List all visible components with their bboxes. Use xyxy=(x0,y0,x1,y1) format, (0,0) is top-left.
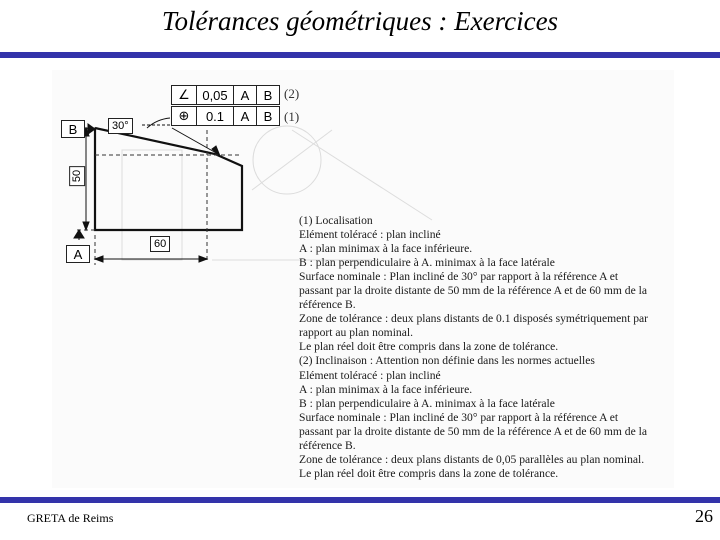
fcf-tolerance: 0.1 xyxy=(196,106,234,126)
fcf-datum-ref: B xyxy=(256,85,280,105)
note-line: Zone de tolérance : deux plans distants de 0.1 disposés symétriquement par xyxy=(299,312,649,326)
note-line: (2) Inclinaison : Attention non définie dans les normes actuelles xyxy=(299,354,595,368)
fcf-angularity xyxy=(172,86,300,106)
note-line: référence B. xyxy=(299,298,356,312)
fcf-note: (1) xyxy=(284,109,300,124)
notes-text xyxy=(299,214,669,481)
note-line: Elément toléracé : plan incliné xyxy=(299,228,441,242)
datum-b: B xyxy=(61,120,85,138)
angularity-icon: ∠ xyxy=(171,85,197,105)
part-outline xyxy=(95,128,242,230)
fcf-datum-ref: B xyxy=(256,106,280,126)
slide-title: Tolérances géométriques : Exercices xyxy=(161,6,559,36)
note-line: passant par la droite distante de 50 mm de la référence A et de 60 mm de la xyxy=(299,424,648,438)
note-line: A : plan minimax à la face inférieure. xyxy=(299,382,473,396)
angle-label: 30° xyxy=(108,118,133,134)
note-line: passant par la droite distante de 50 mm de la référence A et de 60 mm de la xyxy=(299,284,648,298)
page-number: 26 xyxy=(695,506,713,526)
note-line: Surface nominale : Plan incliné de 30° par rapport à la référence A et xyxy=(299,270,619,284)
note-line: Surface nominale : Plan incliné de 30° par rapport à la référence A et xyxy=(299,410,619,424)
note-line: Le plan réel doit être compris dans la zone de tolérance. xyxy=(299,340,559,354)
footer-organization: GRETA de Reims xyxy=(27,511,114,525)
note-line: (1) Localisation xyxy=(299,214,373,227)
top-rule xyxy=(0,52,720,58)
note-line: rapport au plan nominal. xyxy=(299,326,413,340)
fcf-tolerance: 0,05 xyxy=(196,85,234,105)
datum-a: A xyxy=(66,245,90,263)
position-icon: ⊕ xyxy=(171,106,197,126)
note-line: B : plan perpendiculaire à A. minimax à la face latérale xyxy=(299,396,555,410)
bottom-rule xyxy=(0,497,720,503)
fcf-position xyxy=(172,107,300,127)
width-dimension: 60 xyxy=(150,236,170,252)
note-line: Le plan réel doit être compris dans la zone de tolérance. xyxy=(299,466,559,480)
fcf-datum-ref: A xyxy=(233,85,257,105)
fcf-note: (2) xyxy=(284,86,300,101)
note-line: B : plan perpendiculaire à A. minimax à la face latérale xyxy=(299,256,555,270)
note-line: A : plan minimax à la face inférieure. xyxy=(299,242,473,256)
note-line: référence B. xyxy=(299,438,356,452)
feature-control-frames xyxy=(172,86,300,127)
note-line: Zone de tolérance : deux plans distants de 0,05 parallèles au plan nominal. xyxy=(299,452,645,466)
fcf-datum-ref: A xyxy=(233,106,257,126)
note-line: Elément toléracé : plan incliné xyxy=(299,368,441,382)
height-dimension: 50 xyxy=(69,166,85,186)
